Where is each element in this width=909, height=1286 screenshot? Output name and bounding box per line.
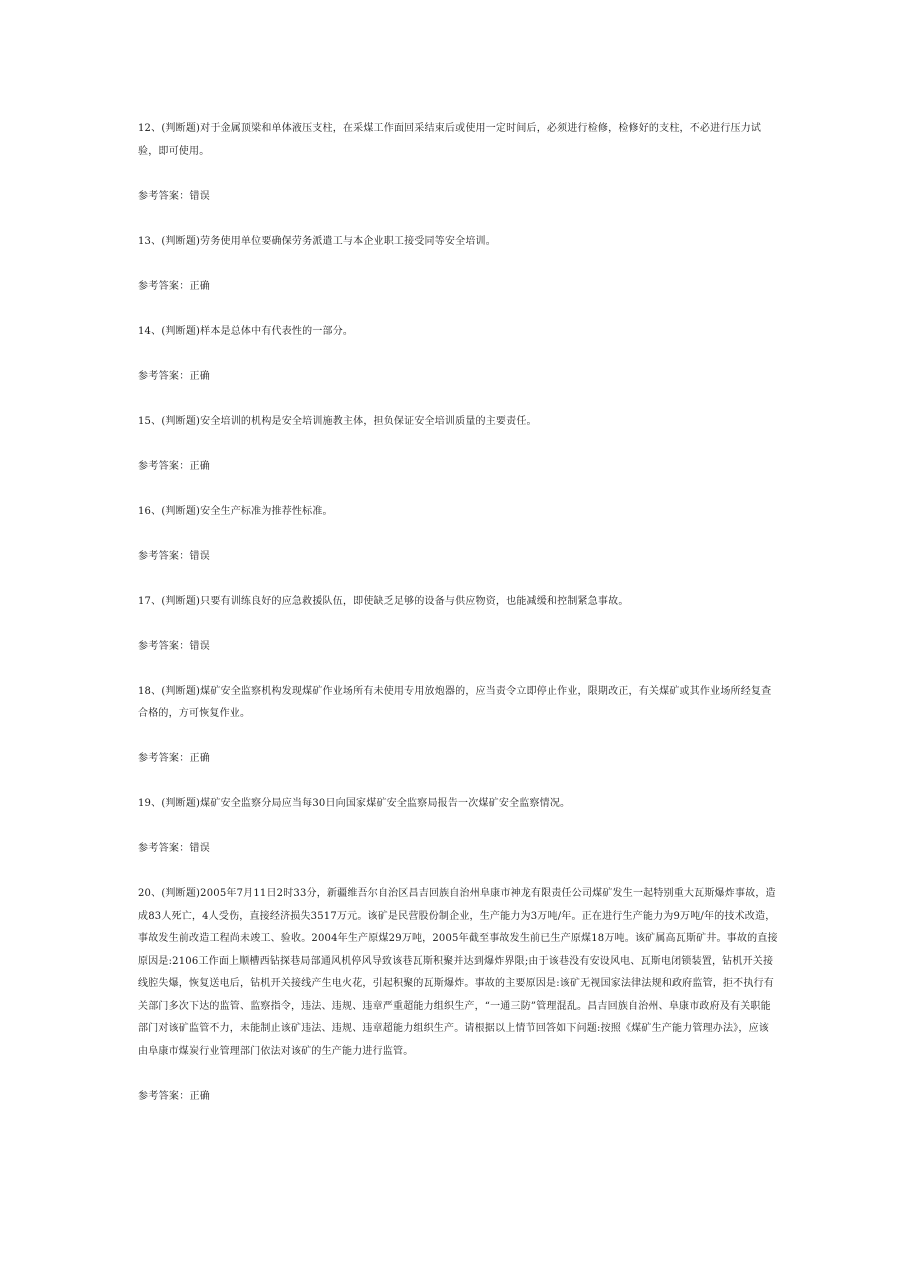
answer-15: 参考答案：正确	[138, 460, 211, 472]
question-19: 19、(判断题)煤矿安全监察分局应当每30日向国家煤矿安全监察局报告一次煤矿安全监察情况。	[138, 798, 571, 809]
answer-20: 参考答案：正确	[138, 1090, 211, 1102]
answer-12: 参考答案：错误	[138, 190, 211, 202]
question-17: 17、(判断题)只要有训练良好的应急救援队伍，即使缺乏足够的设备与供应物资，也能减缓和控制紧急事故。	[138, 595, 629, 607]
question-14: 14、(判断题)样本是总体中有代表性的一部分。	[138, 325, 354, 337]
answer-18: 参考答案：正确	[138, 753, 211, 764]
question-20: 20、(判断题)2005年7月11日2时33分，新疆维吾尔自治区昌吉回族自治州阜康市神龙有限责任公司煤矿发生一起特别重大瓦斯爆炸事故，造成83人死亡，4人受伤，直接经济损失3517万元。该矿是民营股份制企业，生产能力为3万吨/年。正在进行生产能力为9万吨/年的技术改造，事故发生前改造工程尚未竣工、验收。2004年生产原煤29万吨，2005年截至事故发生前已生产原煤18万吨。该矿属高瓦斯矿井。事故的直接原因是:2106工作面上顺槽西钻探巷局部通风机停风导致该巷瓦斯积聚并达到爆炸界限;由于该巷没有安设风电、瓦斯电闭锁装置，钻机开关接线腔失爆，恢复送电后，钻机开关接线产生电火花，引起积聚的瓦斯爆炸。事故的主要原因是:该矿无视国家法律法规和政府监管，拒不执行有关部门多次下达的监管、监察指令，违法、违规、违章严重超能力组织生产，“一通三防”管理混乱。昌吉回族自治州、阜康市政府及有关职能部门对该矿监管不力，未能制止该矿违法、违规、违章超能力组织生产。请根据以上情节回答如下问题:按照《煤矿生产能力管理办法》，应该由阜康市煤炭行业管理部门依法对该矿的生产能力进行监管。	[138, 888, 778, 1057]
question-15: 15、(判断题)安全培训的机构是安全培训施教主体，担负保证安全培训质量的主要责任。	[138, 415, 537, 427]
answer-16: 参考答案：错误	[138, 550, 211, 562]
answer-19: 参考答案：错误	[138, 843, 211, 854]
answer-13: 参考答案：正确	[138, 280, 211, 292]
question-list	[138, 118, 778, 1108]
question-13: 13、(判断题)劳务使用单位要确保劳务派遣工与本企业职工接受同等安全培训。	[138, 235, 496, 247]
question-18: 18、(判断题)煤矿安全监察机构发现煤矿作业场所有未使用专用放炮器的，应当责令立即停止作业，限期改正，有关煤矿或其作业场所经复查合格的，方可恢复作业。	[138, 685, 772, 719]
question-16: 16、(判断题)安全生产标准为推荐性标准。	[138, 505, 333, 517]
answer-17: 参考答案：错误	[138, 640, 211, 652]
question-12: 12、(判断题)对于金属顶梁和单体液压支柱，在采煤工作面回采结束后或使用一定时间后，必须进行检修，检修好的支柱，不必进行压力试验，即可使用。	[138, 123, 762, 157]
answer-14: 参考答案：正确	[138, 370, 211, 382]
